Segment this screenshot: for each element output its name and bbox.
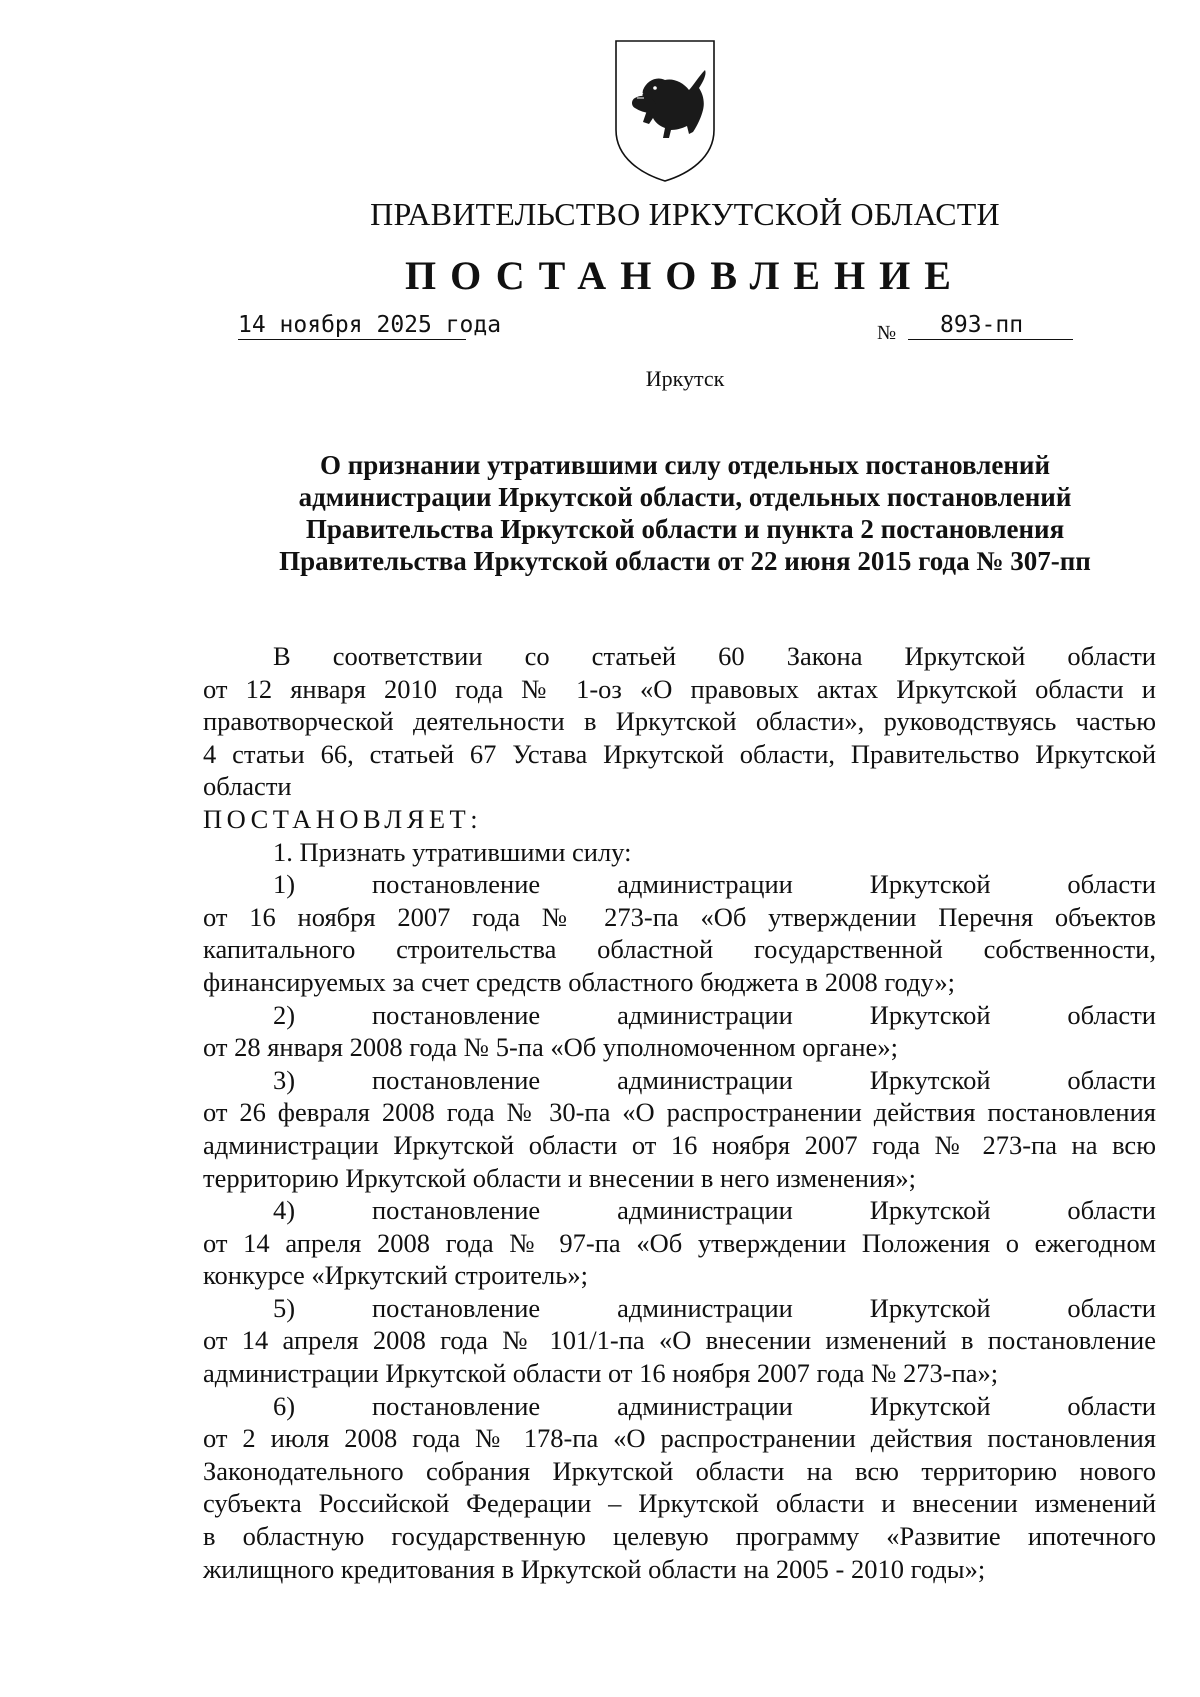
preamble-line: правотворческой деятельности в Иркутской области», руководствуясь частью [203, 706, 1156, 737]
item-line: субъекта Российской Федерации – Иркутской области и внесении изменений [203, 1488, 1156, 1519]
item-head-word: администрации [617, 1195, 793, 1226]
list-item [203, 1292, 1156, 1390]
item-head-word: области [1067, 1064, 1156, 1095]
item-line: администрации Иркутской области от 16 ноября 2007 года № 273-па на всю [203, 1129, 1156, 1160]
preamble-line: В соответствии со статьей 60 Закона Иркутской области [273, 641, 1156, 671]
preamble [203, 640, 1156, 803]
item-number: 2) [273, 999, 296, 1030]
document-date: 14 ноября 2025 года [238, 312, 502, 338]
item-head-word: администрации [617, 1292, 793, 1323]
item-head [203, 999, 1156, 1032]
item-line: от 16 ноября 2007 года № 273-па «Об утверждении Перечня объектов [203, 901, 1156, 932]
list-item [203, 1064, 1156, 1194]
item-head-word: администрации [617, 1390, 793, 1421]
item-line: Законодательного собрания Иркутской области на всю территорию нового [203, 1455, 1156, 1486]
item-head-word: Иркутской [869, 1195, 991, 1226]
preamble-line: области [203, 771, 292, 802]
item-head [203, 1064, 1156, 1097]
item-line: от 28 января 2008 года № 5-па «Об уполномоченном органе»; [203, 1032, 898, 1063]
list-item [203, 1390, 1156, 1586]
item-head [203, 1390, 1156, 1423]
item-number: 5) [273, 1292, 296, 1323]
item-head-word: администрации [617, 869, 793, 900]
document-title [200, 449, 1170, 577]
item-line: администрации Иркутской области от 16 ноября 2007 года № 273-па»; [203, 1358, 999, 1389]
item-head [203, 1194, 1156, 1227]
item-number: 4) [273, 1195, 296, 1226]
document-body [203, 640, 1156, 1585]
item-line: от 14 апреля 2008 года № 97-па «Об утверждении Положения о ежегодном [203, 1227, 1156, 1258]
item-head-word: администрации [617, 999, 793, 1030]
item-line: от 26 февраля 2008 года № 30-па «О распространении действия постановления [203, 1097, 1156, 1128]
title-line: О признании утратившими силу отдельных постановлений [319, 450, 1051, 480]
item-line: в областную государственную целевую программу «Развитие ипотечного [203, 1521, 1156, 1552]
item-line: жилищного кредитования в Иркутской области на 2005 - 2010 годы»; [203, 1553, 986, 1584]
title-line: администрации Иркутской области, отдельных постановлений [298, 482, 1072, 512]
item-list [203, 868, 1156, 1585]
item-head-word: области [1067, 1390, 1156, 1421]
item-head-word: Иркутской [869, 1390, 991, 1421]
item-head-word: области [1067, 1292, 1156, 1323]
item-head-word: Иркутской [869, 1064, 991, 1095]
decree-word: ПОСТАНОВЛЯЕТ: [203, 803, 483, 834]
item-number: 6) [273, 1390, 296, 1421]
document-type: ПОСТАНОВЛЕНИЕ [405, 253, 965, 298]
preamble-line: 4 статьи 66, статьей 67 Устава Иркутской области, Правительство Иркутской [203, 738, 1156, 769]
item-line: территорию Иркутской области и внесении в него изменения»; [203, 1162, 916, 1193]
item-head-word: постановление [371, 1195, 541, 1226]
item-line: финансируемых за счет средств областного бюджета в 2008 году»; [203, 966, 956, 997]
item-line: конкурсе «Иркутский строитель»; [203, 1260, 588, 1291]
item-head-word: области [1067, 1195, 1156, 1226]
item-head [203, 868, 1156, 901]
item-head-word: Иркутской [869, 869, 991, 900]
item-line: от 14 апреля 2008 года № 101/1-па «О внесении изменений в постановление [203, 1325, 1156, 1356]
preamble-line: от 12 января 2010 года № 1-оз «О правовых актах Иркутской области и [203, 673, 1156, 704]
document-number: 893-пп [908, 312, 1073, 340]
item-number: 1) [273, 869, 296, 900]
irkutsk-coat-of-arms-icon [613, 38, 717, 184]
item-head-word: постановление [371, 1390, 541, 1421]
item-head-word: постановление [371, 1064, 541, 1095]
item-line: от 2 июля 2008 года № 178-па «О распространении действия постановления [203, 1423, 1156, 1454]
list-item [203, 868, 1156, 998]
item-head-word: области [1067, 869, 1156, 900]
list-item [203, 999, 1156, 1064]
list-item [203, 1194, 1156, 1292]
item-head-word: Иркутской [869, 1292, 991, 1323]
government-name: ПРАВИТЕЛЬСТВО ИРКУТСКОЙ ОБЛАСТИ [370, 196, 1000, 232]
title-line: Правительства Иркутской области и пункта 2 постановления [305, 514, 1065, 544]
item-head [203, 1292, 1156, 1325]
item-head-word: постановление [371, 999, 541, 1030]
item-head-word: Иркутской [869, 999, 991, 1030]
number-sign: № [877, 322, 897, 344]
item-head-word: постановление [371, 1292, 541, 1323]
item-number: 3) [273, 1064, 296, 1095]
item-head-word: администрации [617, 1064, 793, 1095]
point-1: 1. Признать утратившими силу: [273, 836, 632, 867]
document-city: Иркутск [645, 366, 725, 391]
item-head-word: постановление [371, 869, 541, 900]
item-head-word: области [1067, 999, 1156, 1030]
item-line: капитального строительства областной государственной собственности, [203, 934, 1156, 965]
title-line: Правительства Иркутской области от 22 июня 2015 года № 307-пп [279, 546, 1091, 576]
